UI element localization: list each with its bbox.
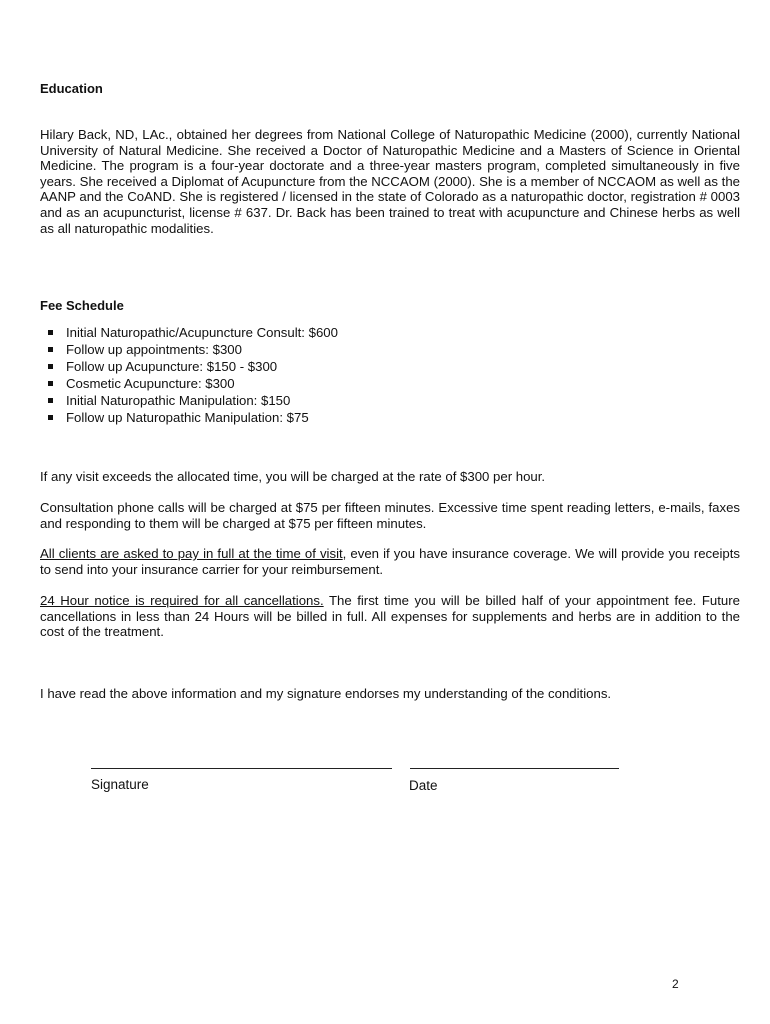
signature-line[interactable] bbox=[91, 768, 392, 769]
fee-schedule-heading: Fee Schedule bbox=[40, 298, 124, 313]
fee-item: Follow up Naturopathic Manipulation: $75 bbox=[40, 409, 338, 426]
cancellation-emphasis: 24 Hour notice is required for all cancellations. bbox=[40, 593, 324, 608]
payment-emphasis: All clients are asked to pay in full at the time of visit bbox=[40, 546, 343, 561]
signature-label: Signature bbox=[91, 777, 149, 792]
bullet-icon bbox=[48, 364, 53, 369]
acknowledgement-text: I have read the above information and my signature endorses my understanding of the conditions. bbox=[40, 686, 612, 701]
date-line[interactable] bbox=[410, 768, 619, 769]
page-number: 2 bbox=[672, 977, 679, 991]
bullet-icon bbox=[48, 381, 53, 386]
fee-item: Follow up appointments: $300 bbox=[40, 341, 338, 358]
fee-item: Initial Naturopathic/Acupuncture Consult: $600 bbox=[40, 324, 338, 341]
bullet-icon bbox=[48, 347, 53, 352]
education-paragraph: Hilary Back, ND, LAc., obtained her degrees from National College of Naturopathic Medicine (2000), currently National University of Natural Medicine. She received a Doctor of Naturopathic Medicine and a Masters of Science in Oriental Medicine. The program is a four-year doctorate and a three-year masters program, completed simultaneously in five years. She received a Diplomat of Acupuncture from the NCCAOM (2000). She is a member of NCCAOM as well as the AANP and the CoAND. She is registered / licensed in the state of Colorado as a naturopathic doctor, registration # 0003 and as an acupuncturist, license # 637. Dr. Back has been trained to treat with acupuncture and Chinese herbs as well as all naturopathic modalities. bbox=[40, 127, 740, 236]
bullet-icon bbox=[48, 398, 53, 403]
fee-list bbox=[40, 324, 338, 426]
date-label: Date bbox=[409, 778, 438, 793]
fee-item: Cosmetic Acupuncture: $300 bbox=[40, 375, 338, 392]
bullet-icon bbox=[48, 415, 53, 420]
cancellation-policy: 24 Hour notice is required for all cancellations. The first time you will be billed half of your appointment fee. Future cancellations in less than 24 Hours will be billed in full. All expenses for supplements and herbs are in addition to the cost of the treatment. bbox=[40, 593, 740, 640]
fee-item: Follow up Acupuncture: $150 - $300 bbox=[40, 358, 338, 375]
bullet-icon bbox=[48, 330, 53, 335]
education-heading: Education bbox=[40, 81, 103, 96]
phone-policy: Consultation phone calls will be charged at $75 per fifteen minutes. Excessive time spent reading letters, e-mails, faxes and responding to them will be charged at $75 per fifteen minutes. bbox=[40, 500, 740, 531]
payment-policy: All clients are asked to pay in full at the time of visit, even if you have insurance coverage. We will provide you receipts to send into your insurance carrier for your reimbursement. bbox=[40, 546, 740, 577]
overtime-policy: If any visit exceeds the allocated time, you will be charged at the rate of $300 per hour. bbox=[40, 469, 546, 484]
fee-item: Initial Naturopathic Manipulation: $150 bbox=[40, 392, 338, 409]
